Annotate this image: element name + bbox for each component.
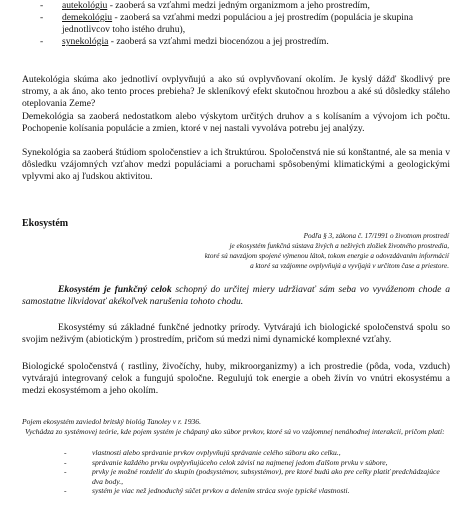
dash-bullet: - (64, 467, 67, 477)
list-item-text: systém je viac než jednoduchý súčet prvkov a delením stráca svoje typické vlastnosti. (92, 486, 350, 496)
list-item (64, 486, 449, 496)
law-quote (119, 231, 449, 271)
list-item-text: prvky je možné rozdeliť do skupín (podsystémov, subsystémov), pre ktoré budú ako pre celky platiť predchádzajúce dva body., (92, 467, 440, 486)
definition-bold: Ekosystém je funkčný celok (58, 284, 172, 295)
list-item (40, 12, 460, 36)
term-description: - zaoberá sa vzťahmi medzi populáciou a jej prostredím (populácia je skupina jednotlivcov toho istého druhu), (62, 12, 413, 35)
synecology-paragraph: Synekológia sa zaoberá štúdiom spoločenstiev a ich štruktúrou. Spoločenstvá nie sú konštantné, ale sa menia v dôsledku vzájomných vzťahov medzi populáciami a poruchami spôsobenými klimatickými a geologickými vplyvmi ako aj ľudskou aktivitou. (22, 147, 450, 182)
law-line: ktoré sú navzájom spojené výmenou látok, tokom energie a odovzdávaním informácií (204, 252, 449, 260)
demecology-paragraph: Demekológia sa zaoberá nedostatkom alebo výskytom určitých druhov a s kolísaním a vývojom ich počtu. Pochopenie kolísania populácie a zmien, ktoré v nej nastali vyvoláva potrebu jej analýzy. (22, 111, 450, 134)
autecology-paragraph: Autekológia skúma ako jednotliví ovplyvňujú a ako sú ovplyvňovaní okolím. Je kyslý dážď škodlivý pre stromy, a ak áno, ako tento proces prebieha? Je skleníkový efekt skutočnou hrozbou a aké sú dôsledky stáleho oteplovania Zeme? (22, 74, 450, 109)
list-item-text: správanie každého prvku ovplyvňujúceho celok závisí na najmenej jedom ďalšom prvku v súbore, (92, 457, 388, 467)
law-line: Podľa § 3, zákona č. 17/1991 o životnom prostredí (303, 232, 449, 240)
note-line: Vychádza zo systémovej teórie, kde pojem systém je chápaný ako súbor prvkov, ktoré sú vo vzájomnej nenáhodnej interakcii, pričom platí: (25, 426, 445, 436)
term-description: - zaoberá sa vzťahmi medzi jedným organizmom a jeho prostredím, (107, 0, 370, 11)
note-line: Pojem ekosystém zaviedol britský biológ Tanoley v r. 1936. (22, 417, 201, 426)
dash-bullet: - (64, 448, 67, 457)
section-heading: Ekosystém (22, 218, 69, 229)
term: autekológiu (62, 0, 108, 11)
list-item (64, 458, 449, 468)
dash-bullet: - (64, 486, 67, 496)
definition-rest: schopný do určitej miery udržiavať sám seba vo vyváženom chode a samostatne likvidovať akékoľvek narušenia tohoto chodu. (22, 284, 450, 307)
term-description: - zaoberá sa vzťahmi medzi biocenózou a jej prostredím. (108, 36, 329, 47)
dash-bullet: - (40, 36, 44, 47)
list-item-text: vlastnosti alebo správanie prvkov ovplyvňujú správanie celého súboru ako celku., (92, 448, 341, 457)
list-item (40, 0, 460, 12)
system-properties-list (64, 448, 449, 496)
dash-bullet: - (64, 457, 67, 467)
ecosystem-definition (22, 284, 450, 308)
communities-paragraph: Biologické spoločenstvá ( rastliny, živočíchy, huby, mikroorganizmy) a ich prostredie (pôda, voda, vzduch) vytvárajú integrovaný celok a fungujú spoločne. Regulujú tok energie a obeh živín vo vnútri ekosystému a medzi ekosystémom a jeho okolím. (22, 361, 450, 396)
list-item (64, 448, 449, 458)
ecology-branches-list (40, 0, 460, 48)
law-line: je ekosystém funkčná sústava živých a neživých zložiek životného prostredia, (229, 242, 449, 250)
dash-bullet: - (40, 0, 44, 11)
dash-bullet: - (40, 12, 44, 23)
ecosystems-paragraph: Ekosystémy sú základné funkčné jednotky prírody. Vytvárajú ich biologické spoločenstvá spolu so svojim neživým (abiotickým ) prostredím, pričom sú medzi nimi dynamické komplexné vzťahy. (22, 322, 450, 345)
list-item (40, 36, 460, 48)
system-theory-note (22, 417, 450, 436)
law-line: a ktoré sa vzájomne ovplyvňujú a vyvíjajú v určitom čase a priestore. (250, 262, 449, 270)
list-item (64, 467, 449, 486)
term: synekológia (62, 36, 109, 47)
term: demekológiu (62, 12, 113, 23)
